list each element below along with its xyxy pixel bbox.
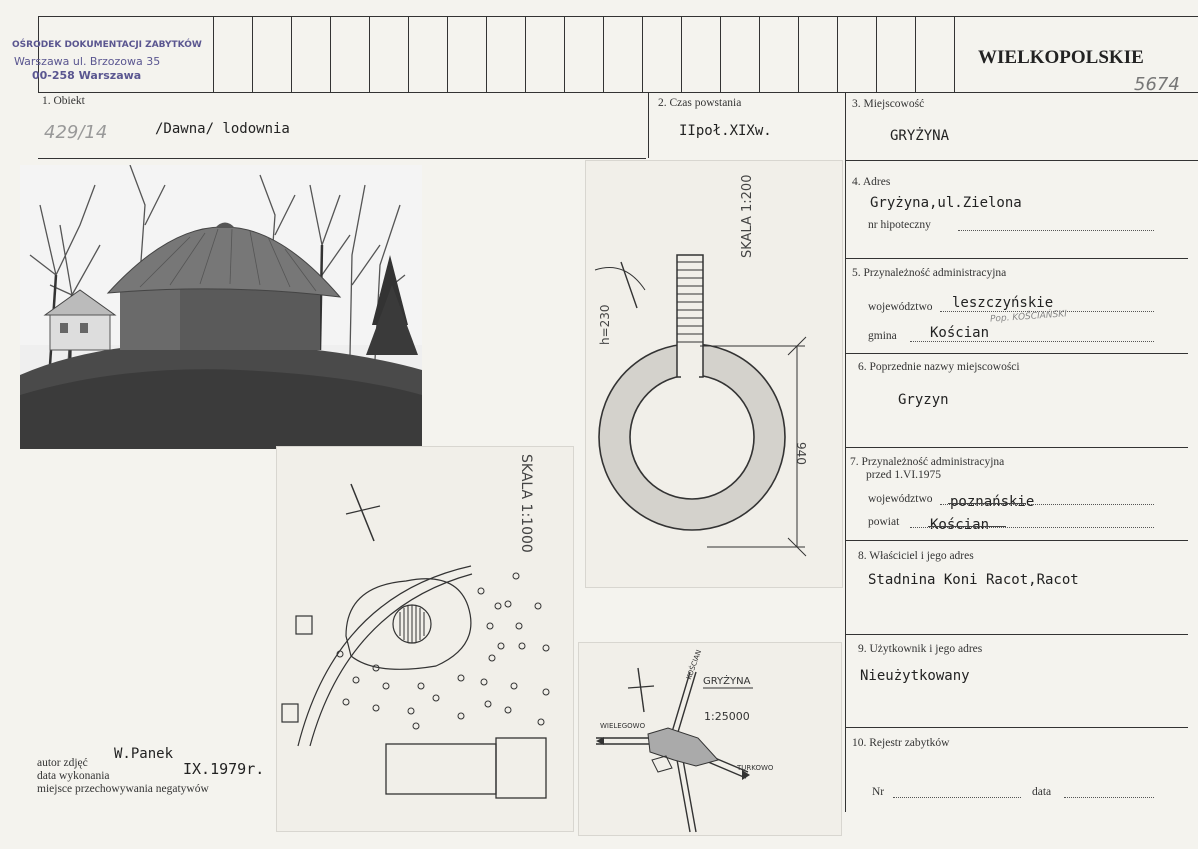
data-wykonania-label: data wykonania bbox=[37, 770, 110, 782]
powiat-strikethrough bbox=[928, 526, 1006, 527]
header-box-divider bbox=[408, 16, 409, 92]
top-border bbox=[38, 16, 1198, 17]
gmina-label: gmina bbox=[868, 330, 897, 342]
site-plan-scale-label: SKALA 1:1000 bbox=[518, 454, 534, 553]
plan-diameter-label: 940 bbox=[794, 442, 808, 465]
miejscowosc-label: 3. Miejscowość bbox=[852, 98, 925, 110]
card-number: 5674 bbox=[1134, 74, 1180, 95]
przynaleznosc-label: 5. Przynależność administracyjna bbox=[852, 267, 1007, 279]
wojewodztwo-label: województwo bbox=[868, 301, 933, 313]
przed-label-2: przed 1.VI.1975 bbox=[866, 469, 942, 481]
icehouse-plan-drawing bbox=[585, 160, 841, 586]
powiat-dots bbox=[910, 527, 1154, 528]
miejsce-label: miejsce przechowywania negatywów bbox=[37, 783, 209, 795]
row1-bottom-left bbox=[38, 158, 646, 159]
uzytkownik-label: 9. Użytkownik i jego adres bbox=[858, 643, 983, 655]
map-town-label: GRYŻYNA bbox=[703, 676, 751, 687]
data-dots bbox=[1064, 797, 1154, 798]
row-divider-7 bbox=[846, 540, 1188, 541]
woj2-value: poznańskie bbox=[950, 494, 1035, 510]
adres-value: Gryżyna,ul.Zielona bbox=[870, 195, 1022, 211]
rejestr-label: 10. Rejestr zabytków bbox=[852, 737, 950, 749]
data-wykonania-value: IX.1979r. bbox=[183, 760, 265, 778]
header-box-divider bbox=[759, 16, 760, 92]
row-divider-5 bbox=[846, 353, 1188, 354]
header-box-divider bbox=[681, 16, 682, 92]
header-box-divider bbox=[603, 16, 604, 92]
data-label: data bbox=[1032, 786, 1052, 798]
header-box-divider bbox=[798, 16, 799, 92]
autor-label: autor zdjęć bbox=[37, 757, 88, 769]
divider-right-column bbox=[845, 92, 846, 812]
poprzednie-label: 6. Poprzednie nazwy miejscowości bbox=[858, 361, 1020, 373]
wlasciciel-value: Stadnina Koni Racot,Racot bbox=[868, 572, 1079, 588]
header-box-divider bbox=[720, 16, 721, 92]
location-map-drawing bbox=[578, 642, 840, 834]
header-box-divider bbox=[447, 16, 448, 92]
photograph-icehouse bbox=[20, 165, 422, 449]
map-road-label-turkowo: TURKOWO bbox=[737, 764, 774, 772]
woj2-label: województwo bbox=[868, 493, 933, 505]
gmina-value: Kościan bbox=[930, 325, 990, 341]
row-divider-8 bbox=[846, 634, 1188, 635]
stamp-line-2: Warszawa ul. Brzozowa 35 bbox=[14, 55, 161, 68]
autor-value: W.Panek bbox=[114, 746, 174, 762]
map-road-label-wielegowo: WIELEGOWO bbox=[600, 722, 646, 730]
wojewodztwo-value: leszczyńskie bbox=[952, 295, 1054, 311]
plan-height-label: h=230 bbox=[598, 304, 612, 345]
uzytkownik-value: Nieużytkowany bbox=[860, 668, 970, 684]
stamp-line-3: 00-258 Warszawa bbox=[32, 69, 142, 82]
gmina-dots bbox=[910, 341, 1154, 342]
divider-obiekt-czas bbox=[648, 92, 649, 158]
header-box-divider bbox=[291, 16, 292, 92]
header-box-divider bbox=[330, 16, 331, 92]
przed-label-1: 7. Przynależność administracyjna bbox=[850, 456, 1005, 468]
header-box-divider bbox=[837, 16, 838, 92]
header-box-divider bbox=[525, 16, 526, 92]
powiat-value: Kościan bbox=[930, 517, 990, 533]
hipoteczny-label: nr hipoteczny bbox=[868, 219, 931, 231]
header-bottom-border bbox=[38, 92, 1198, 93]
header-box-divider bbox=[564, 16, 565, 92]
poprzednie-value: Gryzyn bbox=[898, 392, 949, 408]
header-box-divider bbox=[369, 16, 370, 92]
header-box-divider bbox=[915, 16, 916, 92]
powiat-label: powiat bbox=[868, 516, 900, 528]
wojewodztwo-handwritten-note: Pop. KOŚCIAŃSKI bbox=[989, 309, 1068, 325]
nr-label: Nr bbox=[872, 786, 885, 798]
row1-bottom-right bbox=[846, 160, 1198, 161]
czas-value: IIpoł.XIXw. bbox=[679, 123, 772, 139]
obiekt-number: 429/14 bbox=[44, 122, 108, 143]
region-title: WIELKOPOLSKIE bbox=[978, 47, 1144, 68]
woj2-dots bbox=[940, 504, 1154, 505]
woj2-strikethrough bbox=[948, 503, 1026, 504]
header-box-divider bbox=[252, 16, 253, 92]
adres-label: 4. Adres bbox=[852, 176, 891, 188]
plan-scale-label: SKALA 1:200 bbox=[740, 174, 755, 258]
czas-label: 2. Czas powstania bbox=[658, 97, 742, 109]
wlasciciel-label: 8. Właściciel i jego adres bbox=[858, 550, 974, 562]
miejscowosc-value: GRYŻYNA bbox=[890, 128, 950, 144]
map-road-label-kosciany: KOŚCIAN bbox=[685, 648, 704, 681]
row-divider-9 bbox=[846, 727, 1188, 728]
row-divider-6 bbox=[846, 447, 1188, 448]
obiekt-label: 1. Obiekt bbox=[42, 95, 85, 107]
header-box-divider bbox=[642, 16, 643, 92]
header-box-divider bbox=[954, 16, 955, 92]
nr-dots bbox=[893, 797, 1021, 798]
header-box-divider bbox=[876, 16, 877, 92]
header-box-divider bbox=[213, 16, 214, 92]
header-box-divider bbox=[486, 16, 487, 92]
row-divider-4 bbox=[846, 258, 1188, 259]
obiekt-value: /Dawna/ lodownia bbox=[155, 121, 290, 137]
stamp-line-1: OŚRODEK DOKUMENTACJI ZABYTKÓW bbox=[12, 40, 202, 50]
hipoteczny-dots bbox=[958, 230, 1154, 231]
map-scale-label: 1:25000 bbox=[704, 710, 750, 723]
